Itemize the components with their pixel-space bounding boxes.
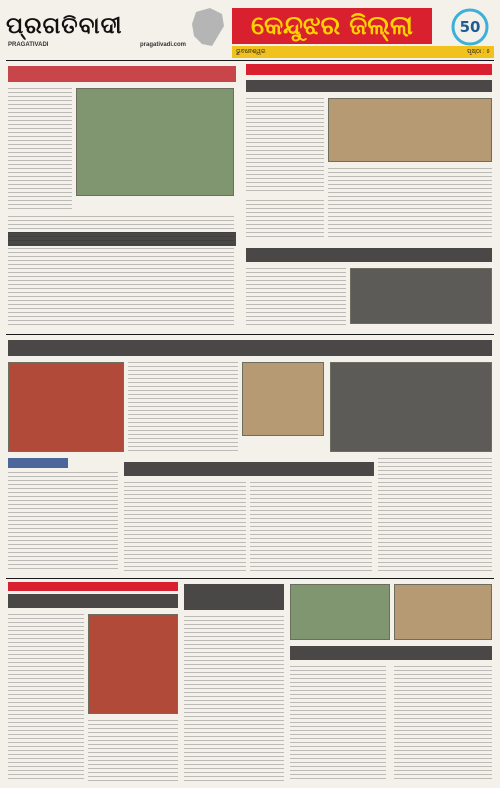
row-rule-2 (6, 578, 494, 579)
row3-headline-left (8, 594, 178, 608)
row3-text-left-2 (88, 720, 178, 782)
datebar-right: ପୃଷ୍ଠା : ୫ (466, 48, 490, 55)
row3-headline-right (290, 646, 492, 660)
district-map-icon (188, 6, 228, 50)
datebar (232, 46, 494, 58)
right-photo (328, 98, 492, 162)
right-headline (246, 80, 492, 92)
row3-tag (8, 582, 178, 591)
right-section-tag (246, 64, 492, 75)
lead-photo (76, 88, 234, 196)
lead-headline (8, 66, 236, 82)
right-text-1 (246, 98, 324, 194)
row2-sub-tag (8, 458, 68, 468)
right-text-2 (328, 168, 492, 240)
row2-mid-headline (124, 462, 374, 476)
anniversary-logo (446, 6, 494, 48)
second-left-headline (8, 232, 236, 246)
row2-photo-mid (242, 362, 324, 436)
row3-headline-mid (184, 584, 284, 610)
masthead-logo: ପ୍ରଗତିବାଦୀ (6, 13, 123, 39)
row3-photo-left (88, 614, 178, 714)
district-banner: କେନ୍ଦୁଝର ଜିଲ୍ଲା (232, 8, 432, 44)
second-right-photo (350, 268, 492, 324)
row3-photo-right (394, 584, 492, 640)
row2-mid-text-1 (124, 482, 246, 572)
right-text-3 (246, 200, 324, 240)
row3-text-right-1 (290, 666, 386, 782)
row2-text-1 (128, 362, 238, 452)
row-rule-1 (6, 334, 494, 335)
row2-text-left (8, 472, 118, 572)
row3-text-mid (184, 616, 284, 782)
row2-headline (8, 340, 492, 356)
row2-photo-right (330, 362, 492, 452)
second-right-headline (246, 248, 492, 262)
row3-photo-mid (290, 584, 390, 640)
second-right-text (246, 268, 346, 328)
row2-photo-left (8, 362, 124, 452)
masthead-wordmark: PRAGATIVADI (8, 42, 49, 48)
row3-text-right-2 (394, 666, 492, 782)
masthead-website: pragativadi.com (139, 42, 186, 48)
lead-text-col-1 (8, 88, 72, 212)
anniversary-number: 50 (459, 18, 481, 36)
row2-mid-text-2 (250, 482, 372, 572)
row3-text-left (8, 614, 84, 782)
datebar-left: ଭୁବନେଶ୍ୱର (236, 48, 266, 55)
masthead-sub (8, 42, 186, 52)
masthead-rule (6, 60, 494, 61)
row2-right-text (378, 458, 492, 572)
